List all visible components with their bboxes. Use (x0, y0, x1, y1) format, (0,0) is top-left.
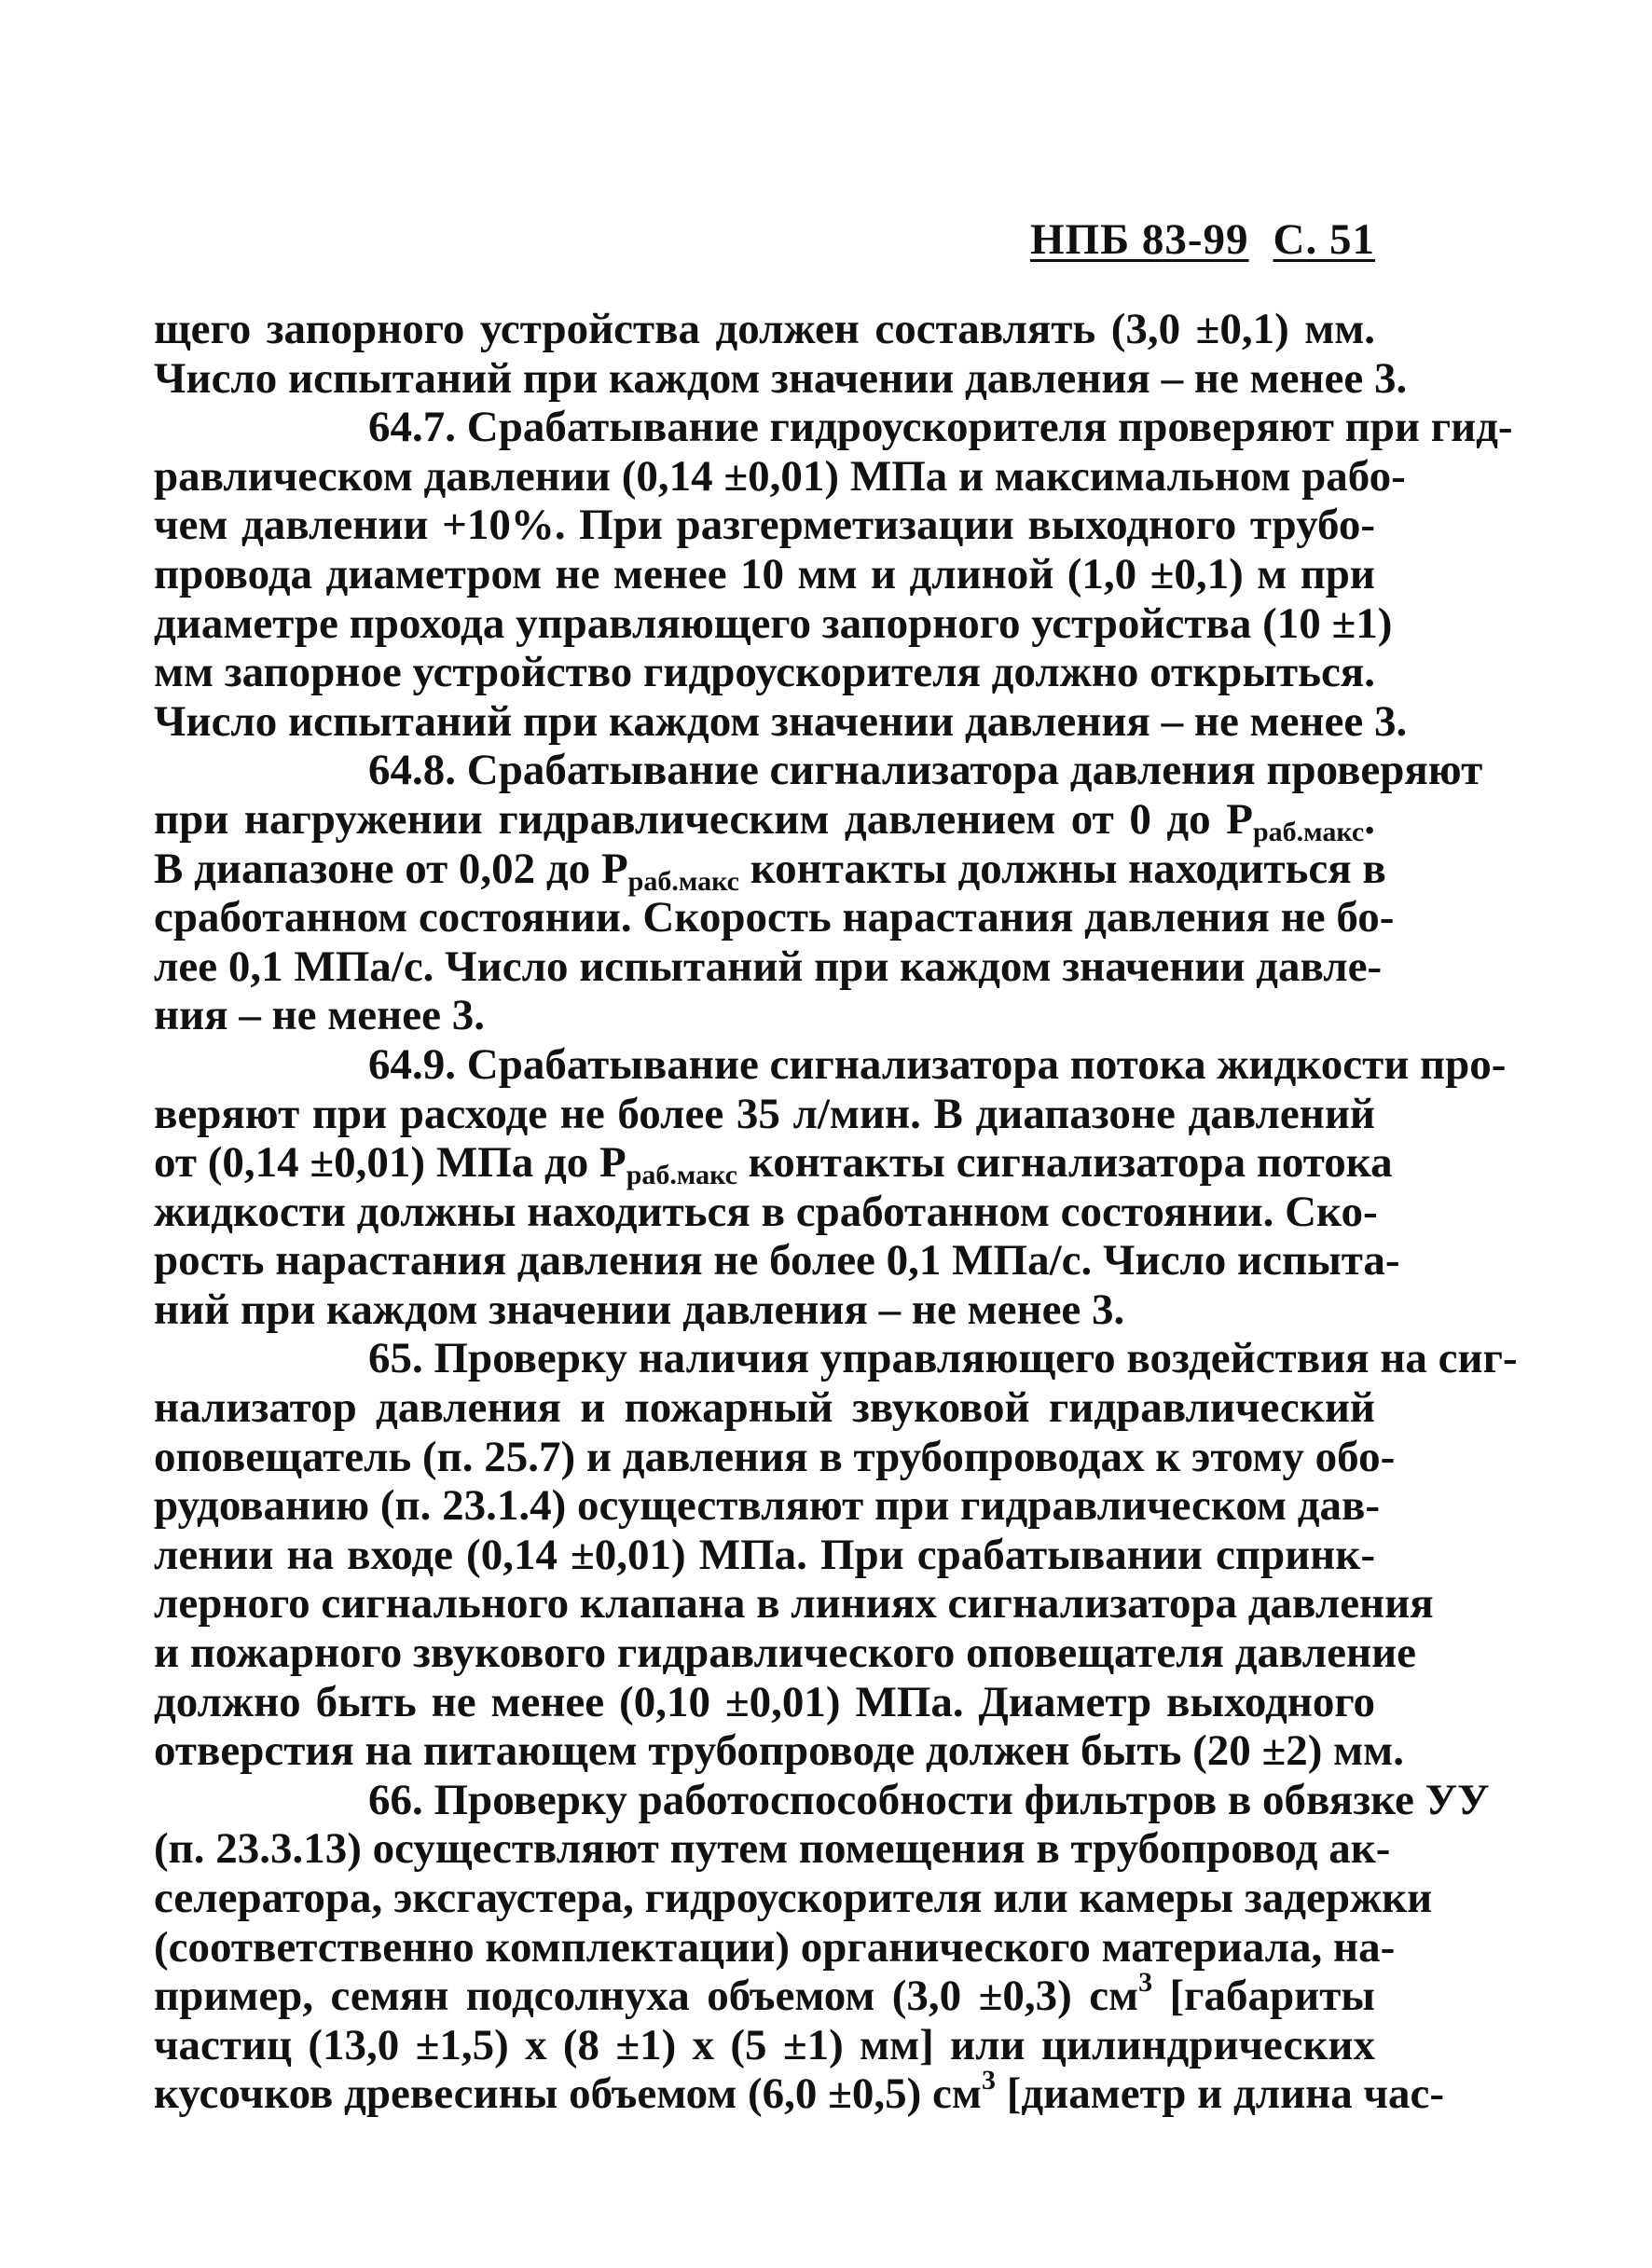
paragraph-66-start: 66. Проверку работоспособности фильтров в обвязке УУ (368, 1775, 1490, 1824)
text-line: оповещатель (п. 25.7) и давления в трубопроводах к этому обо- (154, 1432, 1396, 1481)
text-line: ний при каждом значении давления – не менее 3. (154, 1285, 1125, 1334)
document-code: НПБ 83-99 (1029, 215, 1249, 264)
text-line: (соответственно комплектации) органического материала, на- (154, 1922, 1396, 1972)
text-line: от (0,14 ±0,01) МПа до $P_{раб.макс}$ контакты сигнализатора потока (154, 1138, 1393, 1191)
text-line: при нагружении гидравлическим давлением от 0 до $P_{раб.макс}$. (154, 794, 1375, 847)
text-line: (п. 23.3.13) осуществляют путем помещения в трубопровод ак- (154, 1824, 1391, 1874)
text-line: лерного сигнального клапана в линиях сигнализатора давления (154, 1579, 1434, 1629)
text-line: селератора, эксгаустера, гидроускорителя или камеры задержки (154, 1874, 1433, 1922)
text-line: диаметре прохода управляющего запорного устройства (10 ±1) (154, 598, 1393, 648)
text-line: нализатор давления и пожарный звуковой гидравлический (154, 1383, 1375, 1433)
subscript: раб.макс (627, 865, 739, 897)
text-line: провода диаметром не менее 10 мм и длиной (1,0 ±0,1) м при (154, 549, 1375, 598)
paragraph-64-7-start: 64.7. Срабатывание гидроускорителя проверяют при гид- (368, 403, 1513, 452)
text-line: рудованию (п. 23.1.4) осуществляют при гидравлическом дав- (154, 1481, 1381, 1531)
paragraph-65-start: 65. Проверку наличия управляющего воздействия на сиг- (368, 1334, 1518, 1383)
text-line: жидкости должны находиться в сработанном состоянии. Ско- (154, 1187, 1378, 1236)
document-page (154, 214, 1518, 2219)
text-line: кусочков древесины объемом (6,0 ±0,5) $см^3$ [диаметр и длина час- (154, 2065, 1445, 2119)
text-line: отверстия на питающем трубопроводе должен быть (20 ±2) мм. (154, 1726, 1404, 1776)
text-line: равлическом давлении (0,14 ±0,01) МПа и максимальном рабо- (154, 451, 1406, 501)
text-line: рость нарастания давления не более 0,1 МПа/с. Число испыта- (154, 1236, 1400, 1285)
text-line: мм запорное устройство гидроускорителя должно открыться. (154, 648, 1375, 697)
text-line: веряют при расходе не более 35 л/мин. В диапазоне давлений (154, 1089, 1375, 1138)
subscript: раб.макс (626, 1160, 737, 1191)
body-text (154, 305, 1518, 2119)
paragraph-64-9-start: 64.9. Срабатывание сигнализатора потока жидкости про- (368, 1039, 1507, 1089)
page-number: С. 51 (1273, 215, 1375, 264)
text-line: лении на входе (0,14 ±0,01) МПа. При срабатывании спринк- (154, 1530, 1375, 1579)
text-line: щего запорного устройства должен составлять (3,0 ±0,1) мм. (154, 305, 1375, 353)
text-line: Число испытаний при каждом значении давления – не менее 3. (154, 353, 1408, 403)
superscript: 3 (1138, 1967, 1153, 1999)
text-line: пример, семян подсолнуха объемом (3,0 ±0,3) $см^3$ [габариты (154, 1967, 1375, 2021)
paragraph-64-8-start: 64.8. Срабатывание сигнализатора давления проверяют (368, 746, 1483, 795)
text-line: частиц (13,0 ±1,5) x (8 ±1) x (5 ±1) мм] или цилиндрических (154, 2020, 1375, 2069)
page-header (1030, 214, 1375, 265)
text-line: и пожарного звукового гидравлического оповещателя давление (154, 1629, 1417, 1678)
text-line: В диапазоне от 0,02 до $P_{раб.макс}$ контакты должны находиться в (154, 844, 1386, 897)
text-line: чем давлении +10%. При разгерметизации выходного трубо- (154, 501, 1375, 550)
text-line: ния – не менее 3. (154, 991, 485, 1040)
text-line: сработанном состоянии. Скорость нарастания давления не бо- (154, 893, 1395, 942)
text-line: лее 0,1 МПа/с. Число испытаний при каждом значении давле- (154, 942, 1383, 991)
superscript: 3 (981, 2065, 996, 2096)
subscript: раб.макс (1252, 816, 1365, 847)
text-line: должно быть не менее (0,10 ±0,01) МПа. Диаметр выходного (154, 1677, 1375, 1726)
text-line: Число испытаний при каждом значении давления – не менее 3. (154, 696, 1408, 746)
